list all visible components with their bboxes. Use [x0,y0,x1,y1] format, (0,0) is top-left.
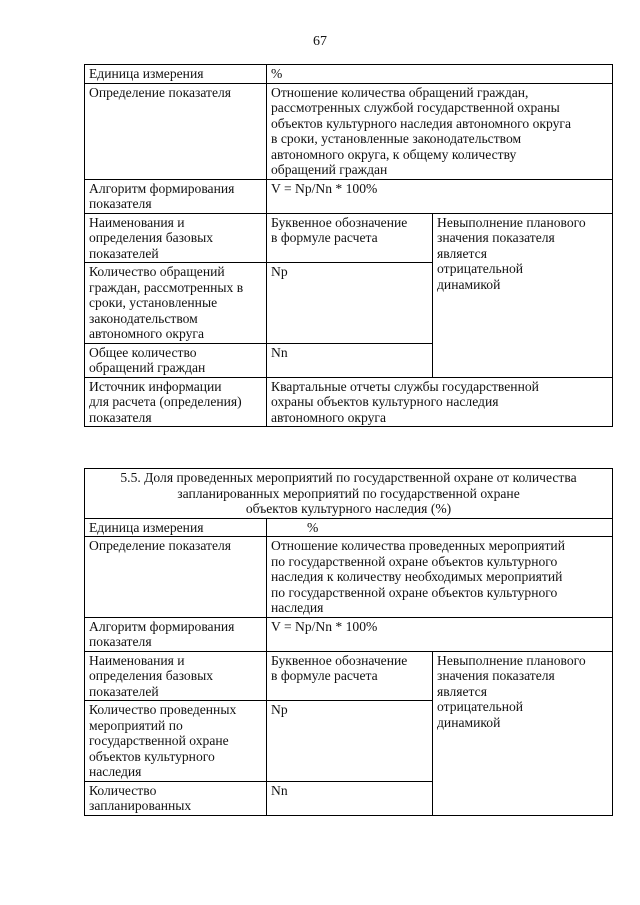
base-note: Невыполнение планового значения показателя является отрицательной динамикой [433,651,613,815]
table-row [85,518,613,537]
source-value: Квартальные отчеты службы государственной охраны объектов культурного наследия автономного округа [267,377,613,427]
row-value: V = Np/Nn * 100% [267,617,613,651]
base-header-label: Наименования и определения базовых показателей [85,213,267,263]
table-row [85,469,613,519]
table-row [85,617,613,651]
table-row [85,65,613,84]
base-row-label: Количество запланированных [85,781,267,815]
base-header-label: Наименования и определения базовых показателей [85,651,267,701]
row-value: % [267,65,613,84]
page-number: 67 [313,34,327,49]
row-label: Алгоритм формирования показателя [85,179,267,213]
table-row [85,377,613,427]
base-row-symbol: Nn [267,781,433,815]
indicator-table-1 [84,64,613,427]
base-row-label: Общее количество обращений граждан [85,343,267,377]
base-row-label: Количество обращений граждан, рассмотренных в сроки, установленные законодательством автономного округа [85,263,267,344]
base-row-symbol: Np [267,263,433,344]
row-label: Определение показателя [85,83,267,179]
table-row [85,179,613,213]
row-label: Единица измерения [85,65,267,84]
base-note: Невыполнение планового значения показателя является отрицательной динамикой [433,213,613,377]
base-row-label: Количество проведенных мероприятий по государственной охране объектов культурного наследия [85,701,267,782]
table-row [85,213,613,263]
table-row [85,83,613,179]
indicator-table-2 [84,468,613,816]
row-value: Отношение количества обращений граждан, рассмотренных службой государственной охраны объектов культурного наследия автономного округа в сроки, установленные законодательством автономного округа, к общему количеству обращений граждан [267,83,613,179]
row-value: V = Np/Nn * 100% [267,179,613,213]
row-value: % [267,518,613,537]
row-label: Определение показателя [85,537,267,618]
base-header-symbol: Буквенное обозначение в формуле расчета [267,651,433,701]
source-label: Источник информации для расчета (определения) показателя [85,377,267,427]
base-header-symbol: Буквенное обозначение в формуле расчета [267,213,433,263]
row-value: Отношение количества проведенных мероприятий по государственной охране объектов культурного наследия к количеству необходимых мероприятий по государственной охране объектов культурного наследия [267,537,613,618]
table-row [85,651,613,701]
indicator-title: 5.5. Доля проведенных мероприятий по государственной охране от количества запланированных мероприятий по государственной охране объектов культурного наследия (%) [85,469,613,519]
base-row-symbol: Nn [267,343,433,377]
row-label: Алгоритм формирования показателя [85,617,267,651]
base-row-symbol: Np [267,701,433,782]
row-label: Единица измерения [85,518,267,537]
table-row [85,537,613,618]
